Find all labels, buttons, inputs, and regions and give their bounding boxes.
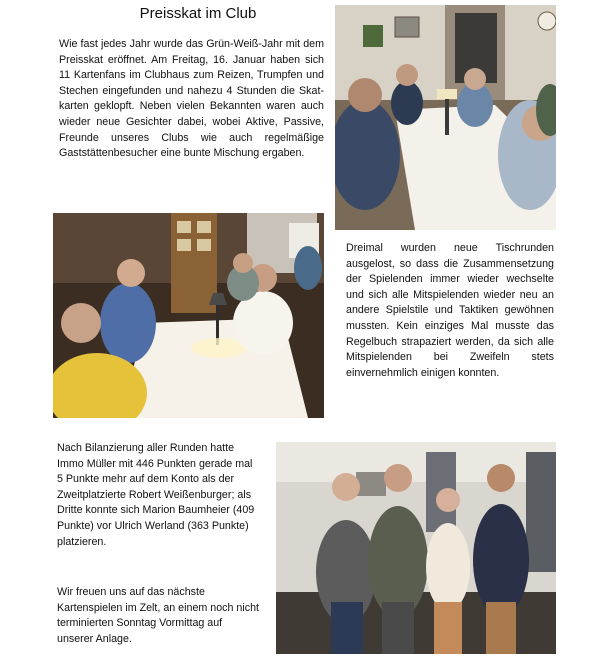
rounds-paragraph: Dreimal wurden neue Tischrunden ausgelost, so dass die Zusammensetzung der Spielenden immer wieder wechselte und sich alle Mitspielenden wieder neu an andere Spielstile und Taktiken gewöhnen mussten. Kein einziges Mal musste das Regelbuch strapaziert werden, da sich alle Mitspielenden bei Zweifeln stets einvernehmlich einigen konnten. (346, 242, 554, 379)
intro-paragraph: Wie fast jedes Jahr wurde das Grün-Weiß-Jahr mit dem Preisskat eröffnet. Am Freitag, 16. Januar haben sich 11 Kartenfans im Clubhaus zum Reizen, Trumpfen und Stechen eingefunden und nahezu 4 Stunden die Skatkarten geklopft. Neben vielen Bekannten waren auch wieder neue Gesichter dabei, wobei Aktive, Passive, Freunde unseres Clubs wie auch regelmäßige Gaststättenbesucher eine bunte Mischung ergaben. (59, 38, 324, 160)
photo-card-players-table (335, 5, 556, 230)
outlook-paragraph: Wir freuen uns auf das nächste Kartenspielen im Zelt, an einem noch nicht terminierten Sonntag Vormittag auf unserer Anlage. (57, 586, 259, 645)
article-title: Preisskat im Club (139, 5, 257, 22)
results-paragraph: Nach Bilanzierung aller Runden hatte Immo Müller mit 446 Punkten gerade mal 5 Punkte mehr auf dem Konto als der Zweitplatzierte Robert Weißenburger; als Dritte konnte sich Marion Baumheier (409 Punkte) vor Ulrich Werland (363 Punkte) platzieren. (57, 442, 255, 548)
photo-winners-group (276, 442, 556, 654)
photo-lamp-table (53, 213, 324, 418)
